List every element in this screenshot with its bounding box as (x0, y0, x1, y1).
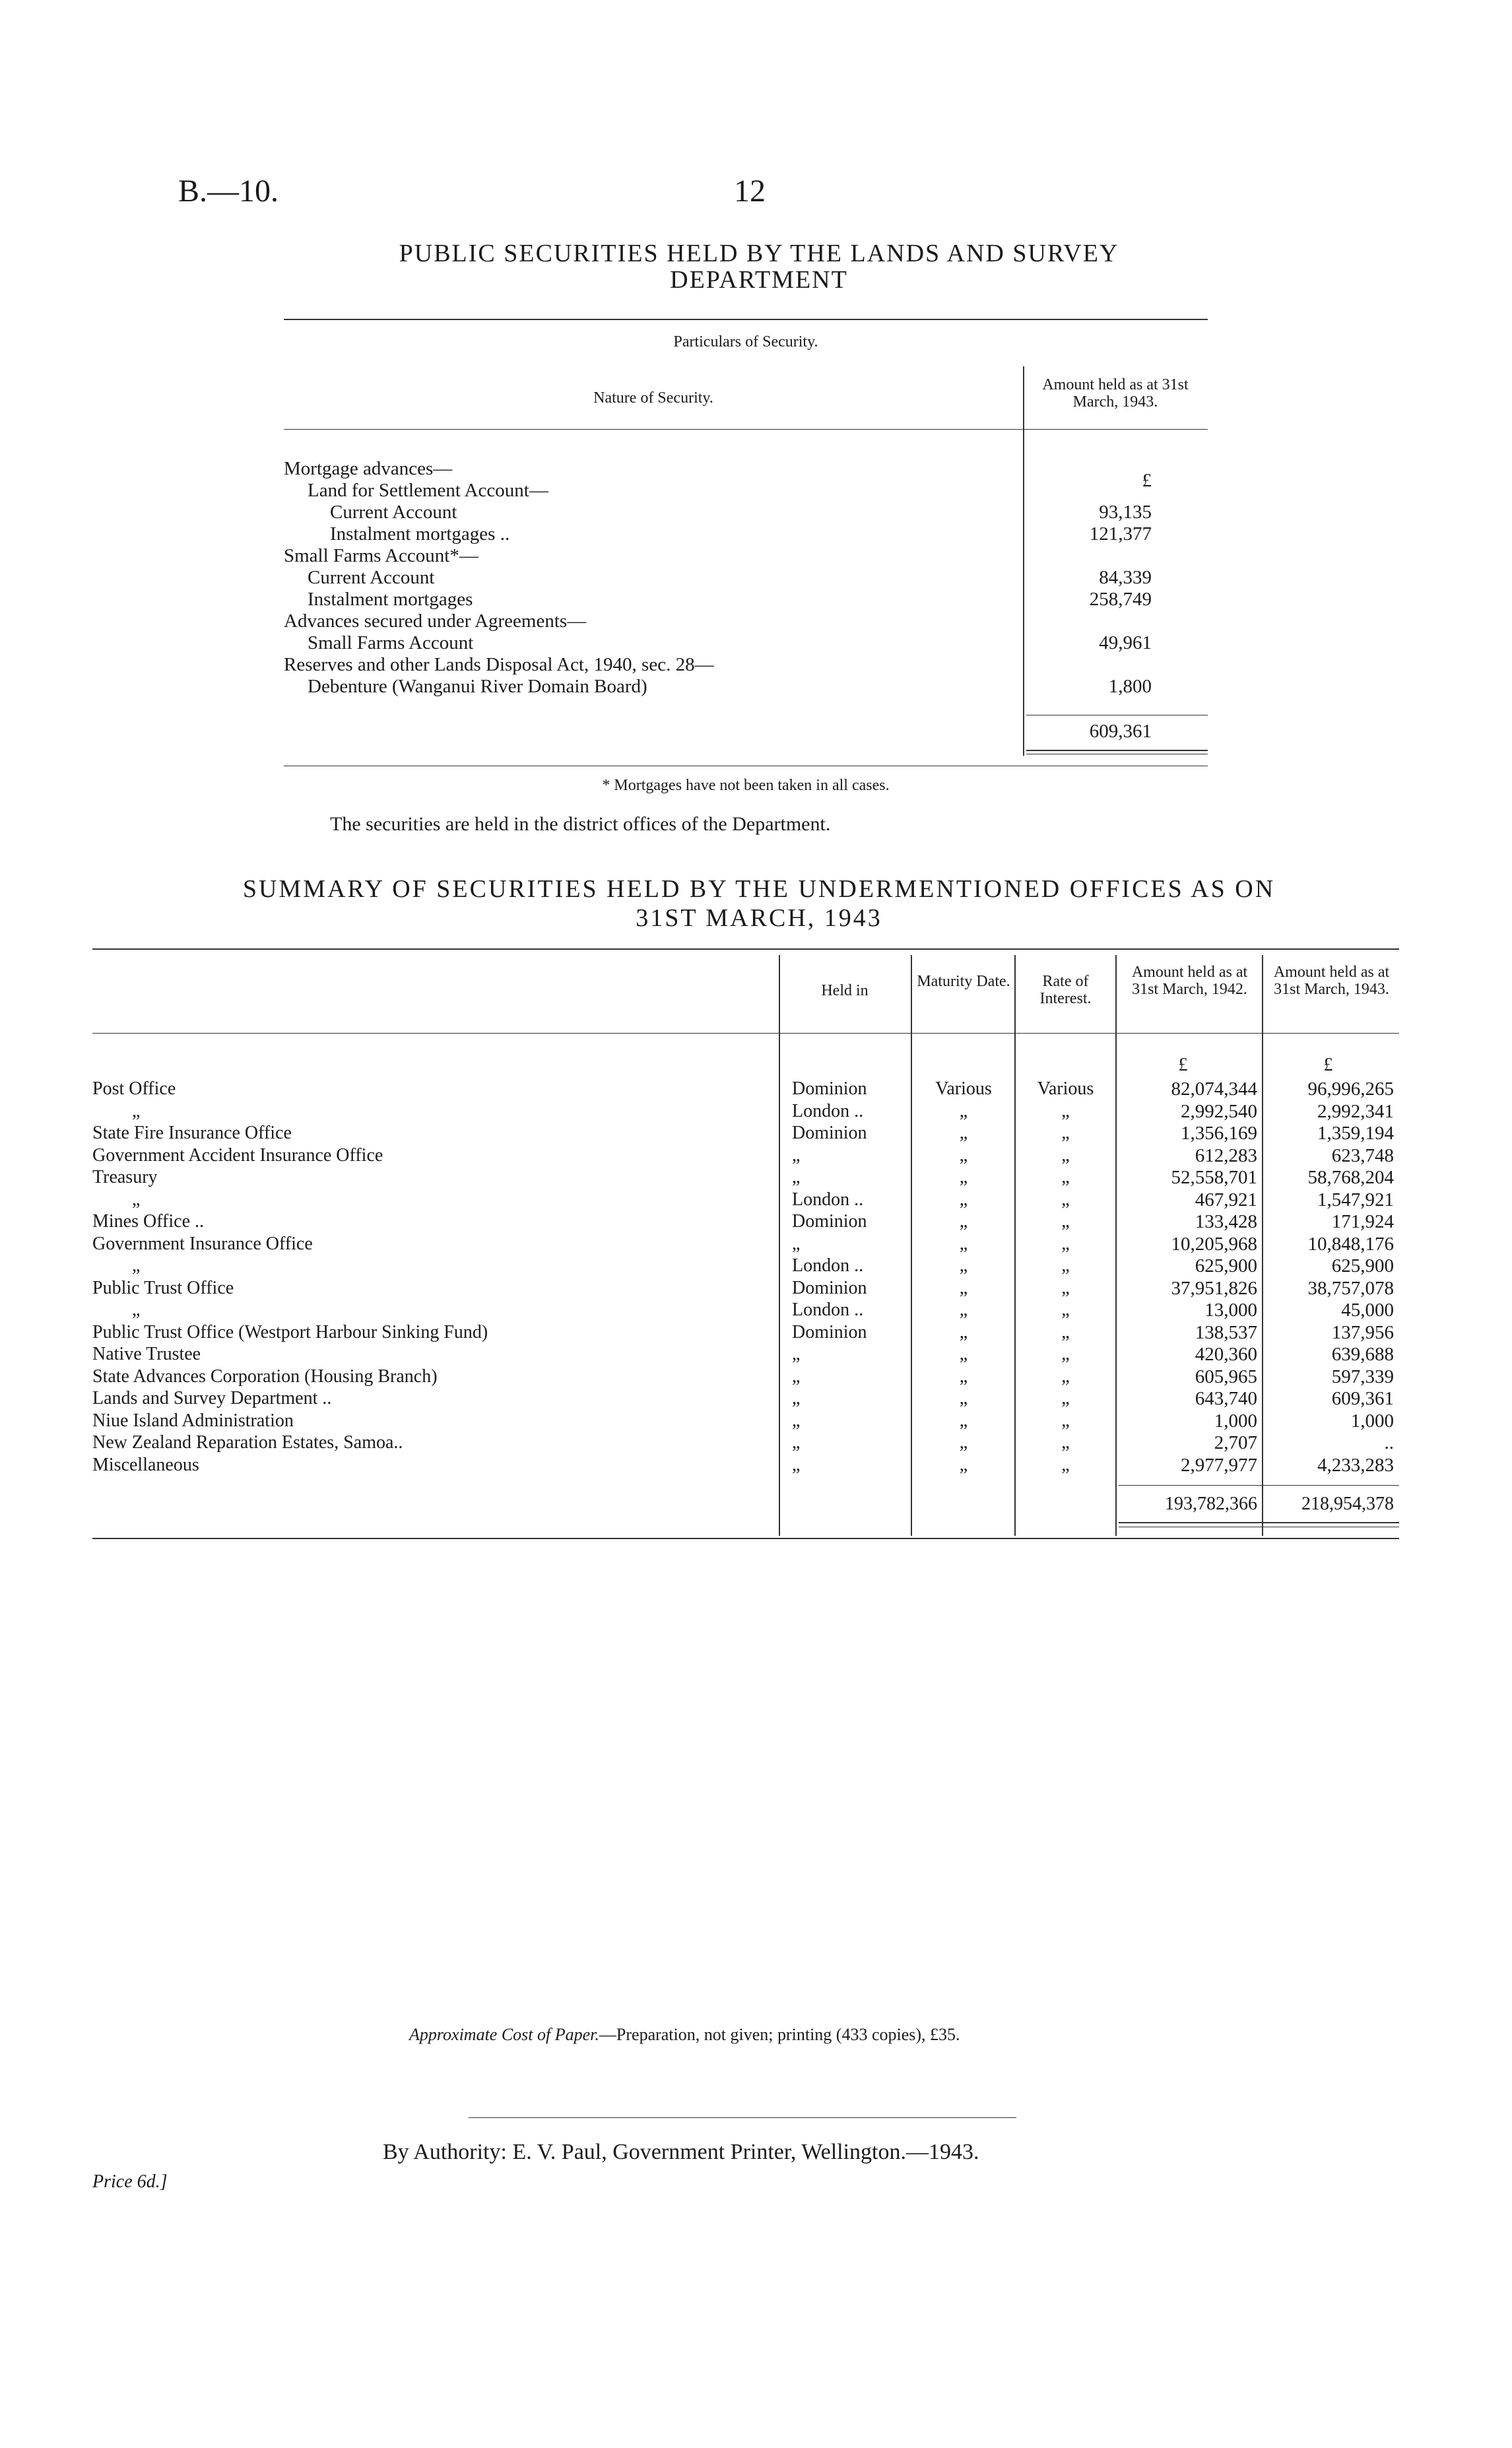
summary-row-1943: 597,339 (1331, 1366, 1394, 1387)
summary-row-1942: 2,977,977 (1181, 1455, 1257, 1476)
cost-label: Approximate Cost of Paper. (409, 2025, 599, 2044)
summary-row-office: „ (132, 1300, 141, 1320)
lands-row (284, 654, 714, 676)
lands-currency: £ (1142, 470, 1152, 491)
summary-row-rate: „ (1061, 1344, 1070, 1364)
lands-row (330, 523, 509, 545)
lands-row (284, 458, 452, 480)
summary-row-office: „ (132, 1101, 141, 1121)
summary-row-maturity: „ (959, 1278, 968, 1298)
summary-row-1943: 38,757,078 (1307, 1278, 1394, 1299)
lands-row-label: Instalment mortgages .. (330, 523, 510, 545)
summary-col-rule-1 (779, 955, 780, 1536)
summary-total-rule (1119, 1485, 1399, 1486)
summary-row-office: Miscellaneous (92, 1455, 199, 1475)
lands-row (308, 567, 434, 589)
summary-row-office: New Zealand Reparation Estates, Samoa.. (92, 1432, 403, 1453)
lands-row (308, 480, 548, 502)
summary-row-1942: 605,965 (1195, 1366, 1257, 1387)
lands-row-label: Reserves and other Lands Disposal Act, 1940, sec. 28— (284, 654, 714, 675)
summary-total-1942: 193,782,366 (1165, 1494, 1257, 1514)
summary-row-maturity: „ (959, 1366, 968, 1387)
summary-row-1942: 52,558,701 (1171, 1167, 1257, 1188)
summary-row-office: Niue Island Administration (92, 1410, 294, 1431)
summary-row-office: Lands and Survey Department .. (92, 1388, 332, 1408)
summary-row-held: Dominion (792, 1278, 867, 1298)
lands-column-rule (1023, 366, 1024, 756)
summary-header-rule (92, 1033, 1399, 1034)
summary-row-maturity: „ (959, 1344, 968, 1364)
summary-header-maturity: Maturity Date. (917, 973, 1010, 990)
summary-row-rate: „ (1061, 1234, 1070, 1254)
summary-row-1942: 643,740 (1195, 1388, 1257, 1409)
summary-row-1942: 1,000 (1214, 1410, 1257, 1432)
summary-row-maturity: „ (959, 1300, 968, 1320)
summary-row-maturity: „ (959, 1145, 968, 1166)
summary-row-held: „ (792, 1410, 801, 1431)
summary-row-1943: 1,547,921 (1317, 1189, 1394, 1210)
cost-note (409, 2025, 960, 2045)
price: Price 6d.] (92, 2171, 168, 2192)
summary-row-rate: „ (1061, 1410, 1070, 1431)
summary-row-office: State Fire Insurance Office (92, 1123, 292, 1143)
summary-row-held: Dominion (792, 1078, 867, 1099)
summary-row-rate: „ (1061, 1388, 1070, 1408)
summary-currency-1942: £ (1178, 1055, 1188, 1075)
summary-row-maturity: „ (959, 1410, 968, 1431)
summary-double-rule-1 (1119, 1522, 1399, 1523)
summary-row-held: „ (792, 1388, 801, 1408)
summary-row-office: Public Trust Office (92, 1278, 234, 1298)
footer-rule (469, 2117, 1016, 2118)
summary-currency-1943: £ (1323, 1055, 1333, 1075)
summary-row-1942: 2,992,540 (1181, 1101, 1257, 1122)
summary-row-rate: „ (1061, 1255, 1070, 1276)
summary-row-held: „ (792, 1167, 801, 1187)
summary-row-1943: 609,361 (1331, 1388, 1394, 1409)
summary-col-rule-2 (911, 955, 912, 1536)
summary-row-1942: 82,074,344 (1171, 1078, 1257, 1100)
summary-row-1942: 1,356,169 (1181, 1123, 1257, 1144)
summary-row-held: „ (792, 1432, 801, 1453)
summary-row-1943: 623,748 (1331, 1145, 1394, 1166)
summary-row-rate: „ (1061, 1322, 1070, 1342)
summary-row-rate: „ (1061, 1167, 1070, 1187)
summary-row-1943: .. (1384, 1432, 1394, 1453)
lands-row-label: Current Account (330, 502, 457, 523)
summary-row-office: Mines Office .. (92, 1211, 204, 1232)
lands-row (308, 589, 473, 611)
lands-row-value: 1,800 (1108, 676, 1152, 697)
summary-row-1943: 96,996,265 (1307, 1078, 1394, 1100)
lands-footnote: * Mortgages have not been taken in all cases. (602, 777, 890, 794)
lands-row-label: Advances secured under Agreements— (284, 611, 587, 632)
lands-row-value: 93,135 (1099, 502, 1152, 523)
summary-row-rate: „ (1061, 1101, 1070, 1121)
summary-row-office: Treasury (92, 1167, 158, 1187)
summary-row-1942: 612,283 (1195, 1145, 1257, 1166)
lands-note: The securities are held in the district offices of the Department. (330, 813, 831, 835)
summary-total-1943: 218,954,378 (1301, 1494, 1394, 1514)
lands-amount-header: Amount held as at 31st March, 1943. (1042, 376, 1189, 411)
summary-row-maturity: „ (959, 1255, 968, 1276)
lands-row-value: 258,749 (1089, 589, 1152, 610)
printer-authority: By Authority: E. V. Paul, Government Printer, Wellington.—1943. (383, 2140, 979, 2164)
summary-row-1943: 639,688 (1331, 1344, 1394, 1365)
summary-row-held: „ (792, 1234, 801, 1254)
lands-row-value: 84,339 (1099, 567, 1152, 588)
summary-row-office: „ (132, 1255, 141, 1276)
summary-header-held: Held in (821, 982, 869, 999)
summary-row-1943: 2,992,341 (1317, 1101, 1394, 1122)
summary-row-1943: 171,924 (1331, 1211, 1394, 1232)
summary-row-maturity: „ (959, 1234, 968, 1254)
lands-row (308, 632, 473, 654)
summary-bottom-rule (92, 1538, 1399, 1539)
summary-row-maturity: Various (935, 1078, 992, 1099)
summary-row-held: London .. (792, 1300, 864, 1320)
summary-row-held: London .. (792, 1255, 864, 1276)
document-reference: B.—10. (178, 174, 279, 209)
summary-row-1943: 625,900 (1331, 1255, 1394, 1276)
summary-row-1942: 133,428 (1195, 1211, 1257, 1232)
summary-row-held: „ (792, 1455, 801, 1475)
summary-header-1943: Amount held as at 31st March, 1943. (1273, 964, 1390, 998)
summary-row-1943: 45,000 (1341, 1300, 1394, 1321)
summary-row-1942: 467,921 (1195, 1189, 1257, 1210)
lands-row-value: 49,961 (1099, 632, 1152, 653)
summary-row-maturity: „ (959, 1322, 968, 1342)
lands-row-label: Small Farms Account*— (284, 545, 478, 566)
summary-row-1942: 37,951,826 (1171, 1278, 1257, 1299)
summary-row-office: Public Trust Office (Westport Harbour Sinking Fund) (92, 1322, 488, 1342)
lands-nature-header: Nature of Security. (593, 389, 713, 407)
lands-row-value: 121,377 (1089, 523, 1152, 545)
summary-row-1942: 10,205,968 (1171, 1234, 1257, 1255)
lands-row-label: Mortgage advances— (284, 458, 453, 479)
summary-title-line2: 31ST MARCH, 1943 (636, 904, 882, 932)
summary-row-1943: 4,233,283 (1317, 1455, 1394, 1476)
summary-row-held: „ (792, 1366, 801, 1387)
summary-col-rule-3 (1014, 955, 1016, 1536)
cost-text: —Preparation, not given; printing (433 copies), £35. (599, 2025, 960, 2044)
summary-row-held: Dominion (792, 1123, 867, 1143)
summary-row-1943: 1,000 (1350, 1410, 1394, 1432)
page-number: 12 (734, 174, 766, 209)
summary-row-maturity: „ (959, 1189, 968, 1210)
summary-row-1943: 10,848,176 (1307, 1234, 1394, 1255)
summary-row-held: London .. (792, 1101, 864, 1121)
lands-total: 609,361 (1089, 721, 1152, 742)
lands-row (284, 545, 478, 567)
summary-title-line1: SUMMARY OF SECURITIES HELD BY THE UNDERMENTIONED OFFICES AS ON (242, 875, 1276, 903)
summary-header-1942: Amount held as at 31st March, 1942. (1131, 964, 1248, 998)
summary-row-office: Post Office (92, 1078, 176, 1099)
summary-row-office: Native Trustee (92, 1344, 201, 1364)
summary-row-maturity: „ (959, 1167, 968, 1187)
lands-header-rule (284, 429, 1208, 430)
summary-row-1943: 58,768,204 (1307, 1167, 1394, 1188)
lands-row-label: Land for Settlement Account— (308, 480, 548, 501)
summary-row-1942: 13,000 (1204, 1300, 1257, 1321)
lands-top-rule (284, 319, 1208, 320)
summary-row-office: Government Insurance Office (92, 1234, 313, 1254)
summary-row-1942: 138,537 (1195, 1322, 1257, 1343)
summary-row-1942: 2,707 (1214, 1432, 1257, 1453)
summary-row-rate: Various (1037, 1078, 1094, 1099)
summary-row-held: „ (792, 1344, 801, 1364)
lands-row-label: Current Account (308, 567, 435, 588)
summary-row-maturity: „ (959, 1388, 968, 1408)
summary-row-rate: „ (1061, 1123, 1070, 1143)
summary-row-held: Dominion (792, 1211, 867, 1232)
summary-row-maturity: „ (959, 1211, 968, 1232)
summary-row-rate: „ (1061, 1455, 1070, 1475)
summary-row-rate: „ (1061, 1211, 1070, 1232)
summary-row-held: Dominion (792, 1322, 867, 1342)
summary-row-rate: „ (1061, 1300, 1070, 1320)
summary-row-rate: „ (1061, 1278, 1070, 1298)
summary-header-rate: Rate of Interest. (1039, 973, 1092, 1007)
summary-row-maturity: „ (959, 1432, 968, 1453)
lands-row-label: Small Farms Account (308, 632, 474, 653)
lands-row-label: Debenture (Wanganui River Domain Board) (308, 676, 647, 697)
lands-row-label: Instalment mortgages (308, 589, 473, 610)
summary-top-rule (92, 948, 1399, 950)
summary-row-office: Government Accident Insurance Office (92, 1145, 383, 1166)
lands-table-title: PUBLIC SECURITIES HELD BY THE LANDS AND SURVEY DEPARTMENT (399, 240, 1119, 294)
summary-row-1942: 625,900 (1195, 1255, 1257, 1276)
summary-row-office: State Advances Corporation (Housing Branch) (92, 1366, 438, 1387)
summary-row-1943: 1,359,194 (1317, 1123, 1394, 1144)
summary-row-maturity: „ (959, 1101, 968, 1121)
lands-bottom-rule (1026, 750, 1208, 751)
lands-particulars-header: Particulars of Security. (673, 333, 818, 350)
summary-row-rate: „ (1061, 1366, 1070, 1387)
summary-row-held: „ (792, 1145, 801, 1166)
summary-row-1943: 137,956 (1331, 1322, 1394, 1343)
lands-row (330, 502, 457, 523)
lands-row (284, 611, 586, 632)
summary-row-rate: „ (1061, 1189, 1070, 1210)
summary-row-maturity: „ (959, 1123, 968, 1143)
lands-row (308, 676, 647, 698)
summary-row-office: „ (132, 1189, 141, 1210)
summary-row-1942: 420,360 (1195, 1344, 1257, 1365)
summary-row-rate: „ (1061, 1432, 1070, 1453)
summary-row-held: London .. (792, 1189, 864, 1210)
summary-row-rate: „ (1061, 1145, 1070, 1166)
summary-row-maturity: „ (959, 1455, 968, 1475)
